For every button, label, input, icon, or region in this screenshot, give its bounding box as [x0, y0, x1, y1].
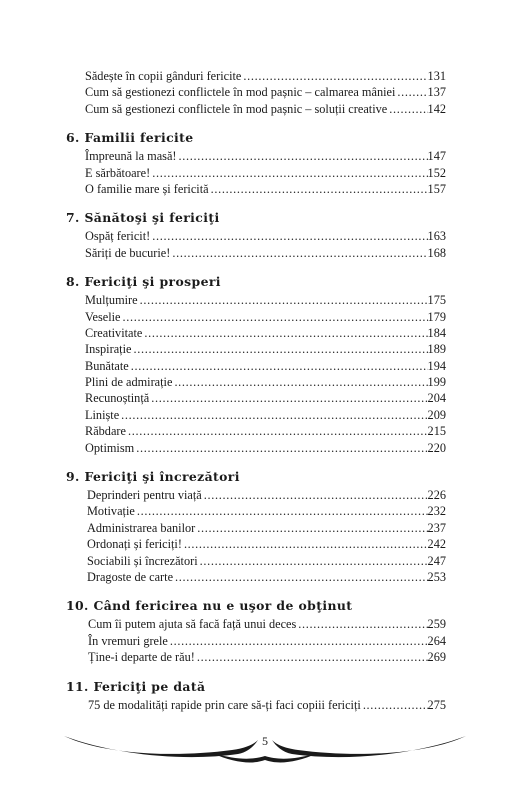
leader-dots	[195, 520, 427, 536]
entry-title: Ospăț fericit!	[85, 229, 151, 244]
entry-title: Sădește în copii gânduri fericite	[85, 69, 242, 83]
toc-entry	[66, 440, 446, 456]
entry-page: 147	[427, 149, 446, 164]
entry-page: 247	[427, 553, 446, 568]
page-number: 5	[262, 734, 268, 748]
leader-dots	[135, 503, 428, 519]
entry-title: Creativitate	[85, 325, 143, 340]
toc-entry	[66, 423, 446, 439]
entry-title: Administrarea banilor	[87, 520, 196, 535]
toc-entry	[66, 633, 446, 649]
leader-dots	[149, 390, 427, 406]
leader-dots	[395, 84, 427, 100]
entry-title: Cum îi putem ajuta să facă față unui deces	[88, 617, 297, 632]
section-title: 10. Când fericirea nu e uşor de obţinut	[66, 598, 353, 614]
entry-page: 204	[427, 391, 446, 406]
entry-page: 163	[427, 229, 446, 244]
toc-section-9	[66, 468, 446, 585]
leader-dots	[119, 407, 427, 423]
entry-page: 237	[427, 520, 446, 535]
leader-dots	[121, 309, 428, 325]
leader-dots	[172, 374, 427, 390]
entry-page: 152	[427, 165, 446, 180]
section-title: 8. Fericiţi şi prosperi	[66, 274, 221, 290]
entry-page: 226	[427, 488, 446, 503]
entry-page: 275	[427, 697, 446, 712]
entry-page: 215	[427, 424, 446, 439]
entry-title: Inspirație	[85, 342, 132, 357]
leader-dots	[198, 553, 428, 569]
entry-title: Motivație	[87, 504, 135, 519]
entry-page: 264	[427, 633, 446, 648]
entry-page: 175	[427, 293, 446, 308]
entry-page: 142	[427, 101, 446, 116]
entry-page: 184	[427, 325, 446, 340]
entry-title: În vremuri grele	[88, 633, 168, 648]
toc-entry	[66, 148, 446, 164]
leader-dots	[129, 358, 428, 374]
leader-dots	[170, 245, 427, 261]
toc-entry	[66, 341, 446, 357]
entry-title: Veselie	[85, 309, 121, 324]
entry-page: 269	[427, 650, 446, 665]
entry-page: 232	[427, 504, 446, 519]
entry-page: 168	[427, 245, 446, 260]
toc-section-11	[66, 678, 446, 713]
leader-dots	[134, 440, 427, 456]
entry-title: Bunătate	[85, 358, 129, 373]
entry-title: Săriți de bucurie!	[85, 245, 171, 260]
entry-page: 131	[427, 69, 446, 83]
entry-page: 189	[427, 342, 446, 357]
toc-entry	[66, 325, 446, 341]
toc-entry	[66, 228, 446, 244]
entry-title: E sărbătoare!	[85, 165, 151, 180]
toc-entry	[66, 84, 446, 100]
toc-section-8	[66, 273, 446, 456]
toc-entry	[66, 520, 446, 536]
toc-entry	[66, 487, 446, 503]
entry-page: 220	[427, 440, 446, 455]
toc-entry	[66, 390, 446, 406]
entry-title: Plini de admirație	[85, 375, 173, 390]
toc-entry	[66, 309, 446, 325]
leader-dots	[209, 181, 428, 197]
leader-dots	[296, 616, 427, 632]
entry-title: Ordonați și fericiți!	[87, 537, 182, 552]
toc-entry	[66, 181, 446, 197]
entry-page: 157	[427, 181, 446, 196]
entry-title: Ține-i departe de rău!	[88, 650, 195, 665]
entry-title: O familie mare și fericită	[85, 181, 209, 196]
toc-entry	[66, 407, 446, 423]
toc-entry	[66, 536, 446, 552]
entry-title: Optimism	[85, 440, 135, 455]
entry-page: 209	[427, 407, 446, 422]
toc-entry	[66, 503, 446, 519]
entry-title: Dragoste de carte	[87, 569, 174, 584]
toc-section-6	[66, 129, 446, 197]
toc-section-continuation	[66, 68, 446, 117]
section-title: 11. Fericiţi pe dată	[66, 678, 206, 694]
toc-section-10	[66, 597, 446, 665]
entry-title: Liniște	[85, 407, 120, 422]
entry-title: Cum să gestionezi conflictele în mod pașnic – soluții creative	[85, 101, 388, 116]
toc-entry	[66, 358, 446, 374]
entry-title: Mulțumire	[85, 293, 138, 308]
toc-entry	[66, 553, 446, 569]
leader-dots	[387, 101, 427, 117]
entry-title: Împreună la masă!	[85, 149, 177, 164]
entry-title: Sociabili și încrezători	[87, 553, 198, 568]
toc-section-7	[66, 209, 446, 261]
toc-entry	[66, 68, 446, 84]
entry-page: 199	[427, 375, 446, 390]
table-of-contents	[66, 68, 446, 725]
entry-page: 194	[427, 358, 446, 373]
leader-dots	[168, 633, 428, 649]
leader-dots	[150, 228, 427, 244]
toc-entry	[66, 616, 446, 632]
toc-entry	[66, 697, 446, 713]
entry-title: Deprinderi pentru viață	[87, 488, 202, 503]
leader-dots	[195, 649, 428, 665]
toc-entry	[66, 245, 446, 261]
leader-dots	[126, 423, 428, 439]
toc-entry	[66, 292, 446, 308]
leader-dots	[361, 697, 428, 713]
leader-dots	[241, 68, 427, 84]
leader-dots	[131, 341, 427, 357]
leader-dots	[173, 569, 428, 585]
section-title: 6. Familii fericite	[66, 130, 194, 146]
leader-dots	[182, 536, 428, 552]
toc-entry	[66, 374, 446, 390]
entry-title: Cum să gestionezi conflictele în mod pașnic – calmarea mâniei	[85, 85, 396, 100]
leader-dots	[202, 487, 428, 503]
leader-dots	[142, 325, 427, 341]
entry-page: 179	[427, 309, 446, 324]
leader-dots	[150, 165, 427, 181]
entry-title: 75 de modalități rapide prin care să-ți faci copiii fericiți	[88, 697, 361, 712]
toc-entry	[66, 101, 446, 117]
entry-page: 253	[427, 569, 446, 584]
leader-dots	[177, 148, 428, 164]
entry-title: Recunoștință	[85, 391, 150, 406]
toc-entry	[66, 165, 446, 181]
entry-page: 259	[427, 617, 446, 632]
section-title: 9. Fericiţi şi încrezători	[66, 469, 240, 485]
entry-title: Răbdare	[85, 424, 126, 439]
toc-entry	[66, 569, 446, 585]
entry-page: 242	[427, 537, 446, 552]
entry-page: 137	[427, 85, 446, 100]
leader-dots	[138, 292, 428, 308]
section-title: 7. Sănătoşi şi fericiţi	[66, 210, 220, 226]
toc-entry	[66, 649, 446, 665]
